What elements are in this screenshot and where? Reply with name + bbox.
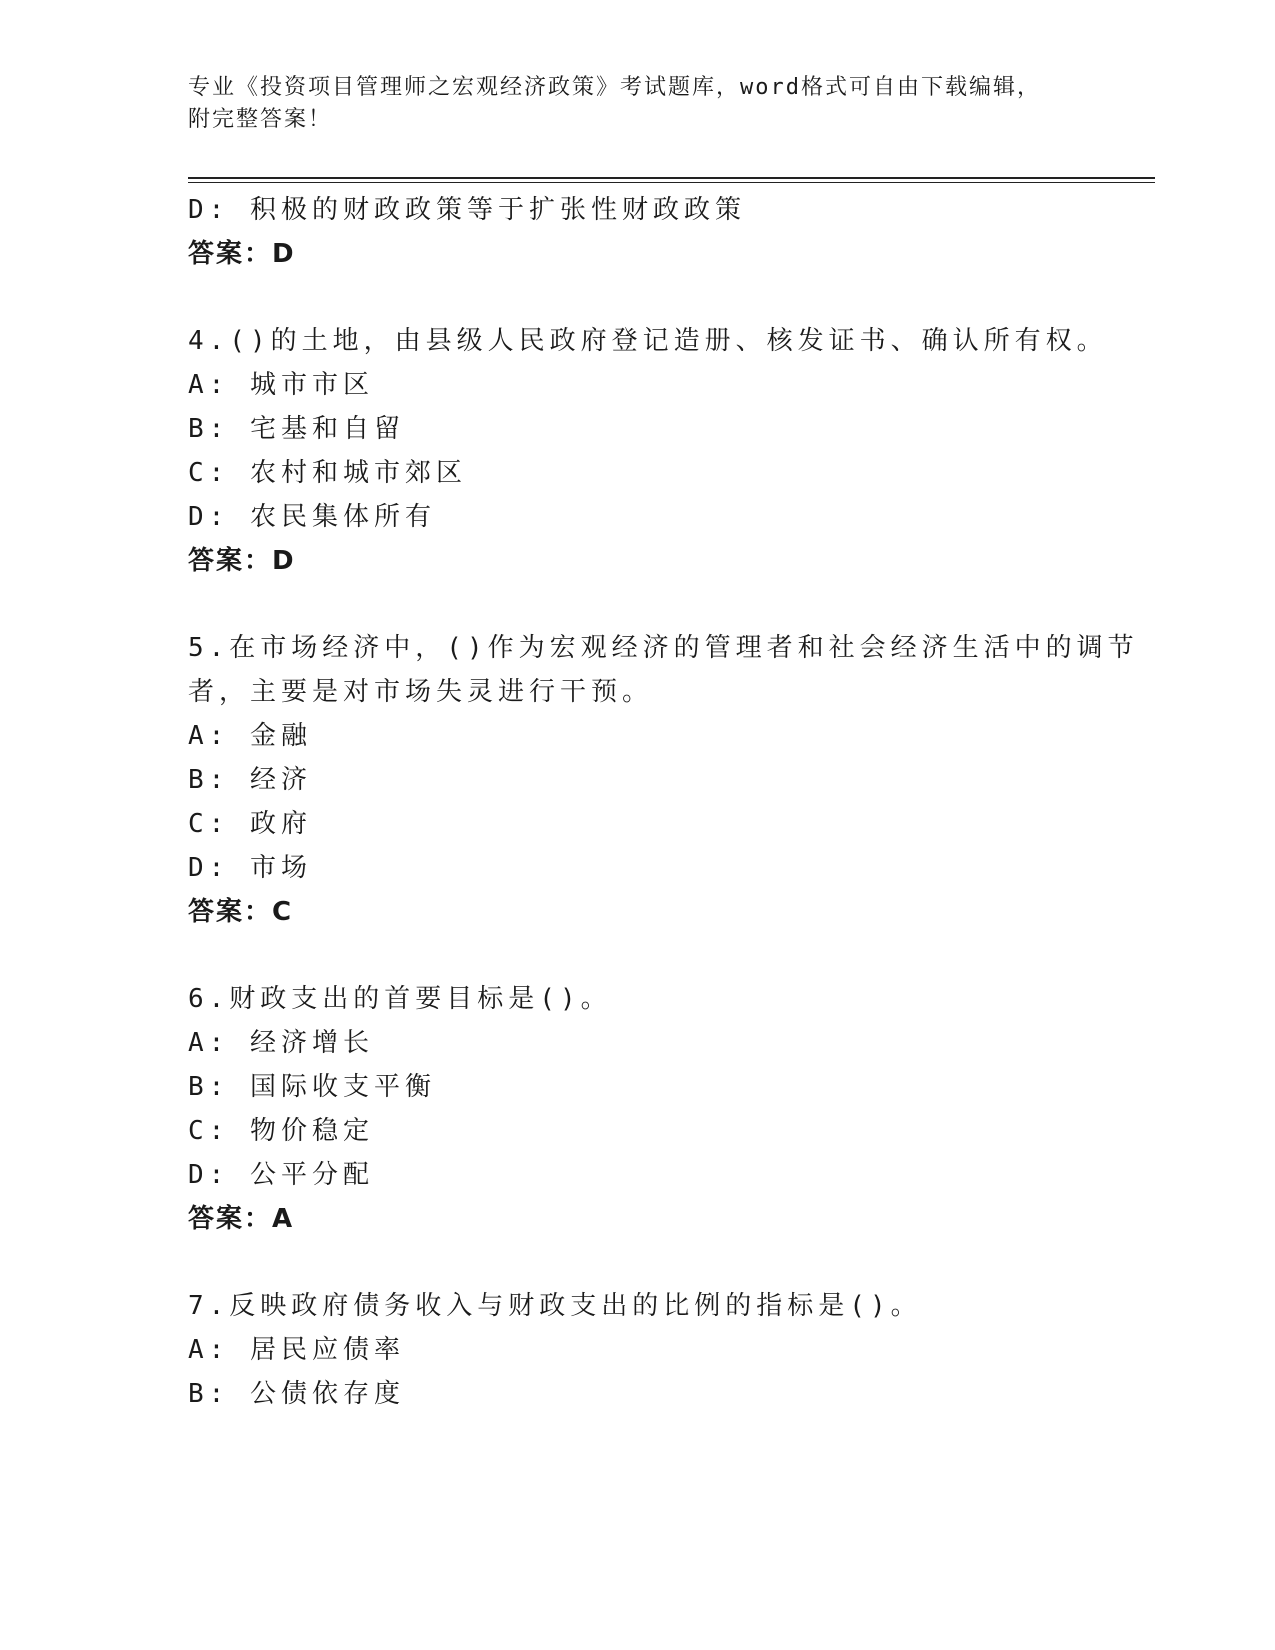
q4-option-a: A: 城市市区 <box>188 370 374 400</box>
header-divider-thick <box>188 177 1155 179</box>
q7-option-a: A: 居民应债率 <box>188 1335 405 1365</box>
q6-option-d: D: 公平分配 <box>188 1160 374 1190</box>
q6-stem: 6.财政支出的首要目标是()。 <box>188 984 612 1014</box>
q5-stem-line-1: 5.在市场经济中，()作为宏观经济的管理者和社会经济生活中的调节 <box>188 633 1139 663</box>
document-header <box>188 72 1088 136</box>
q5-option-c: C: 政府 <box>188 809 312 839</box>
q5-option-d: D: 市场 <box>188 853 312 883</box>
q4-option-c: C: 农村和城市郊区 <box>188 458 467 488</box>
q3-option-d: D: 积极的财政政策等于扩张性财政政策 <box>188 195 746 225</box>
q6-option-a: A: 经济增长 <box>188 1028 374 1058</box>
q7-option-b: B: 公债依存度 <box>188 1379 405 1409</box>
q4-stem: 4.()的土地，由县级人民政府登记造册、核发证书、确认所有权。 <box>188 326 1108 356</box>
q7-stem: 7.反映政府债务收入与财政支出的比例的指标是()。 <box>188 1291 922 1321</box>
header-line-2: 附完整答案！ <box>188 107 333 132</box>
q6-answer: 答案：A <box>188 1204 295 1234</box>
q4-option-d: D: 农民集体所有 <box>188 502 436 532</box>
q3-answer: 答案：D <box>188 239 296 269</box>
q4-answer: 答案：D <box>188 546 296 576</box>
header-divider-thin <box>188 182 1155 183</box>
header-line-1: 专业《投资项目管理师之宏观经济政策》考试题库，word格式可自由下载编辑， <box>188 75 1041 100</box>
q4-option-b: B: 宅基和自留 <box>188 414 405 444</box>
q5-option-b: B: 经济 <box>188 765 312 795</box>
q5-answer: 答案：C <box>188 897 294 927</box>
q5-stem-line-2: 者，主要是对市场失灵进行干预。 <box>188 677 654 707</box>
q6-option-b: B: 国际收支平衡 <box>188 1072 436 1102</box>
q5-option-a: A: 金融 <box>188 721 312 751</box>
q6-option-c: C: 物价稳定 <box>188 1116 374 1146</box>
